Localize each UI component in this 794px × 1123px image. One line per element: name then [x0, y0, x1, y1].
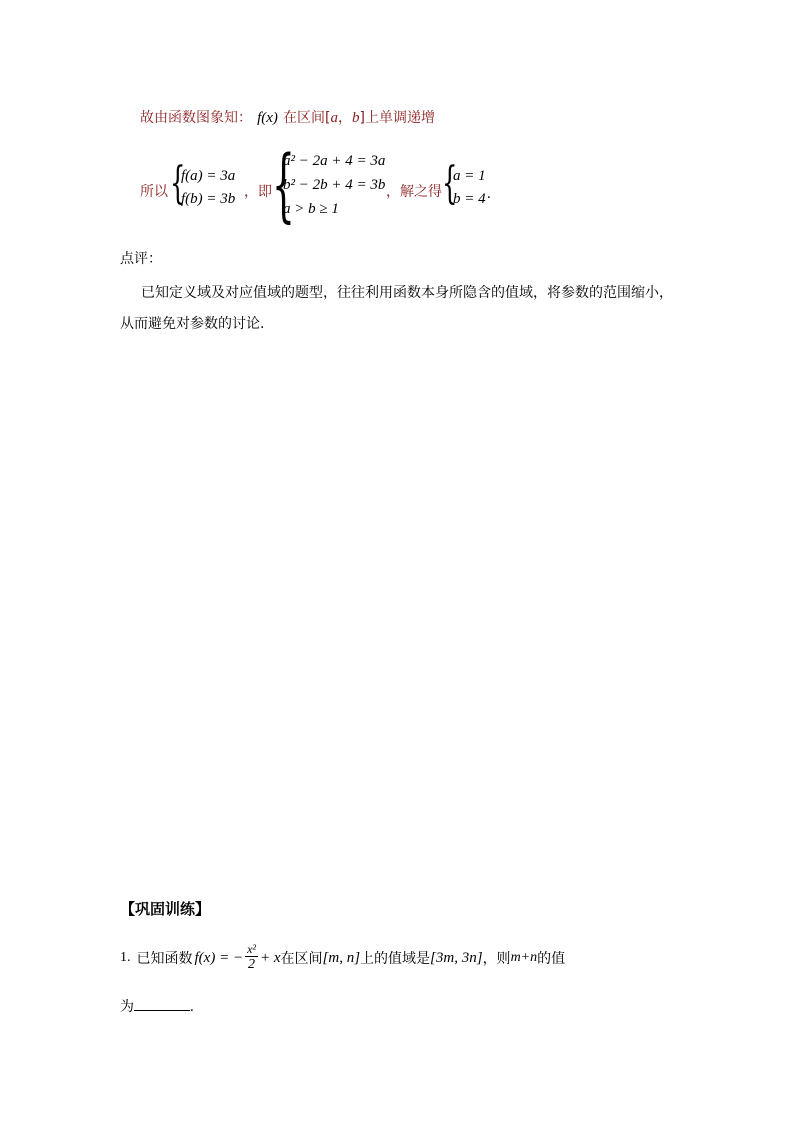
question-1-interval-1: [m, n]	[322, 949, 361, 966]
question-1-text-3: 上的值域是	[360, 951, 431, 967]
answer-blank[interactable]	[134, 998, 190, 1011]
comment-text-line-1: 已知定义域及对应值域的题型，往往利用函数本身所隐含的值域，将参数的范围缩小，	[141, 285, 673, 301]
comment-text-line-2: 从而避免对参数的讨论.	[120, 316, 265, 332]
interval-b: b	[351, 110, 360, 126]
conclusion-middle: 在区间[	[283, 110, 331, 126]
fraction-numerator: x²	[247, 941, 256, 956]
interval-a: a	[330, 110, 338, 126]
question-1-text-5: 的值	[537, 951, 566, 967]
interval-comma: ，	[337, 110, 352, 126]
system-2-eq-1: a² − 2a + 4 = 3a	[283, 153, 386, 169]
system-3-eq-2: b = 4	[453, 191, 486, 207]
system-1-eq-1: f(a) = 3a	[181, 168, 236, 184]
question-1-number: 1.	[120, 950, 131, 965]
fraction-denominator: 2	[245, 956, 258, 974]
conclusion-line	[140, 107, 435, 127]
question-1-text-1: 已知函数	[136, 951, 193, 967]
conclusion-suffix: ]上单调递增	[359, 110, 435, 126]
question-1-plus-x: + x	[260, 949, 281, 966]
ie-label: ，即	[244, 184, 272, 200]
question-1-end-period: .	[190, 999, 194, 1015]
question-1-function: f(x) = −	[194, 949, 244, 966]
system-end-period: .	[487, 186, 491, 202]
conclusion-prefix: 故由函数图象知：	[140, 110, 252, 126]
question-1-interval-2: [3m, 3n]	[430, 949, 483, 966]
solve-label: ，解之得	[386, 184, 442, 200]
system-2-eq-3: a > b ≥ 1	[283, 201, 339, 217]
left-brace-1: {	[170, 158, 186, 209]
question-1-fraction	[245, 943, 258, 974]
so-label: 所以	[140, 184, 168, 200]
system-1-eq-2: f(b) = 3b	[181, 191, 236, 207]
comment-heading: 点评：	[120, 251, 162, 267]
left-brace-2: {	[272, 138, 295, 231]
function-fx: f(x)	[257, 110, 278, 126]
question-1-text-2: 在区间	[280, 951, 323, 967]
system-2-eq-2: b² − 2b + 4 = 3b	[283, 177, 386, 193]
system-3-eq-1: a = 1	[453, 168, 486, 184]
question-1-line-1	[120, 938, 565, 978]
question-1-m-plus-n: m+n	[510, 950, 538, 965]
question-1-answer-prefix: 为	[120, 999, 134, 1015]
system-1	[181, 169, 235, 207]
practice-heading: 【巩固训练】	[120, 900, 211, 918]
question-1-text-4: ，则	[482, 951, 511, 967]
system-3	[453, 169, 486, 207]
system-2	[283, 154, 385, 217]
left-brace-3: {	[442, 158, 458, 209]
question-1-line-2	[120, 996, 194, 1016]
